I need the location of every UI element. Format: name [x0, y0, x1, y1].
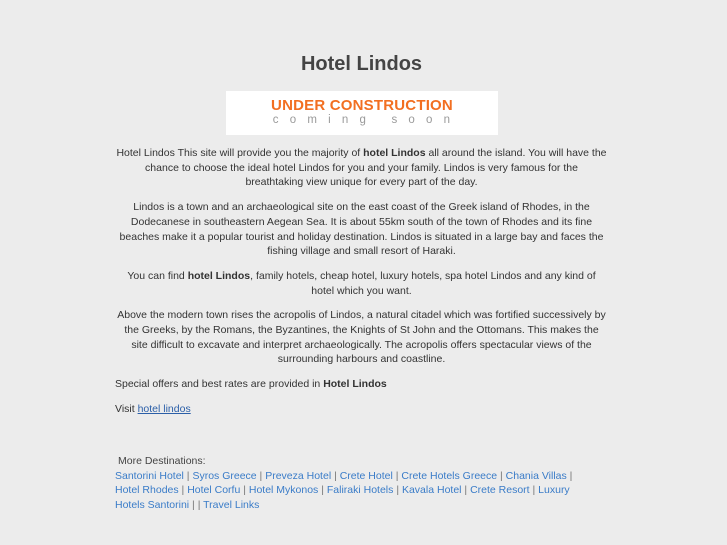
- hotel-types-text-end: , family hotels, cheap hotel, luxury hotels, spa hotel Lindos and any kind of hotel which you want.: [250, 269, 596, 297]
- special-offers-text: Special offers and best rates are provided in: [115, 378, 324, 391]
- intro-text-end: all around the island. You will have the chance to choose the ideal hotel Lindos for you and your family. Lindos is very famous for the breathtaking view unique for every part of the day.: [145, 147, 607, 189]
- under-construction-banner: [226, 91, 498, 135]
- destination-link[interactable]: Crete Hotel: [339, 469, 393, 482]
- hotel-types-bold-text: hotel Lindos: [187, 269, 251, 282]
- destination-link[interactable]: Preveza Hotel: [265, 469, 332, 482]
- destination-link[interactable]: Faliraki Hotels: [326, 484, 394, 497]
- destination-separator: |: [178, 484, 188, 497]
- destination-separator: |: [240, 484, 249, 497]
- intro-bold-text: hotel Lindos: [363, 147, 426, 159]
- hotel-types-text-start: You can find: [127, 269, 188, 282]
- destination-separator: |: [461, 484, 471, 497]
- destination-link[interactable]: Hotel Rhodes: [115, 484, 179, 497]
- destination-separator: |: [331, 469, 340, 482]
- special-offers-bold-text: Hotel Lindos: [323, 378, 387, 391]
- destination-links: [115, 469, 585, 513]
- hotel-lindos-link[interactable]: hotel lindos: [137, 402, 191, 415]
- destination-link[interactable]: Travel Links: [203, 499, 260, 512]
- destination-link[interactable]: Kavala Hotel: [401, 484, 462, 497]
- destination-link[interactable]: Chania Villas: [505, 469, 567, 482]
- hotel-types-paragraph: [115, 269, 608, 298]
- banner-subheading: coming soon: [272, 114, 462, 126]
- destination-separator: |: [529, 484, 539, 497]
- destination-separator: |: [189, 499, 198, 512]
- destination-link[interactable]: Hotel Mykonos: [248, 484, 319, 497]
- more-destinations: [115, 454, 585, 513]
- destination-separator: |: [566, 469, 573, 482]
- destination-link[interactable]: Crete Hotels Greece: [401, 469, 498, 482]
- lindos-description-paragraph: Lindos is a town and an archaeological site on the east coast of the Greek island of Rhodes, in the Dodecanese in southeastern Aegean Sea. It is about 55km south of the town of Rhodes and its fine beaches make it a popular tourist and holiday destination. Lindos is situated in a large bay and faces the fishing village and small resort of Haraki.: [119, 201, 604, 258]
- destination-link[interactable]: Syros Greece: [192, 469, 257, 482]
- intro-paragraph: [115, 146, 608, 190]
- destination-link[interactable]: Luxury Hotels Santorini: [115, 484, 570, 512]
- destination-link[interactable]: Hotel Corfu: [187, 484, 241, 497]
- intro-text-start: Hotel Lindos This site will provide you the majority of: [116, 147, 364, 159]
- page-title: Hotel Lindos: [300, 53, 423, 75]
- destination-link[interactable]: Crete Resort: [470, 484, 530, 497]
- destination-separator: |: [197, 499, 204, 512]
- acropolis-paragraph: Above the modern town rises the acropolis of Lindos, a natural citadel which was fortified successively by the Greeks, by the Romans, the Byzantines, the Knights of St John and the Ottomans. This makes the site difficult to excavate and interpret archaeologically. The acropolis offers spectacular views of the surrounding harbours and coastline.: [117, 309, 606, 366]
- banner-heading: UNDER CONSTRUCTION: [271, 97, 453, 114]
- more-destinations-label: More Destinations:: [118, 455, 206, 467]
- destination-link[interactable]: Santorini Hotel: [115, 469, 184, 482]
- main-content: [115, 146, 608, 427]
- destination-separator: |: [318, 484, 327, 497]
- destination-separator: |: [497, 469, 506, 482]
- destination-separator: |: [256, 469, 266, 482]
- visit-paragraph: [115, 402, 608, 417]
- destination-separator: |: [183, 469, 193, 482]
- visit-text: Visit: [115, 402, 138, 415]
- special-offers-paragraph: [115, 377, 608, 392]
- destination-separator: |: [392, 469, 402, 482]
- destination-separator: |: [393, 484, 402, 497]
